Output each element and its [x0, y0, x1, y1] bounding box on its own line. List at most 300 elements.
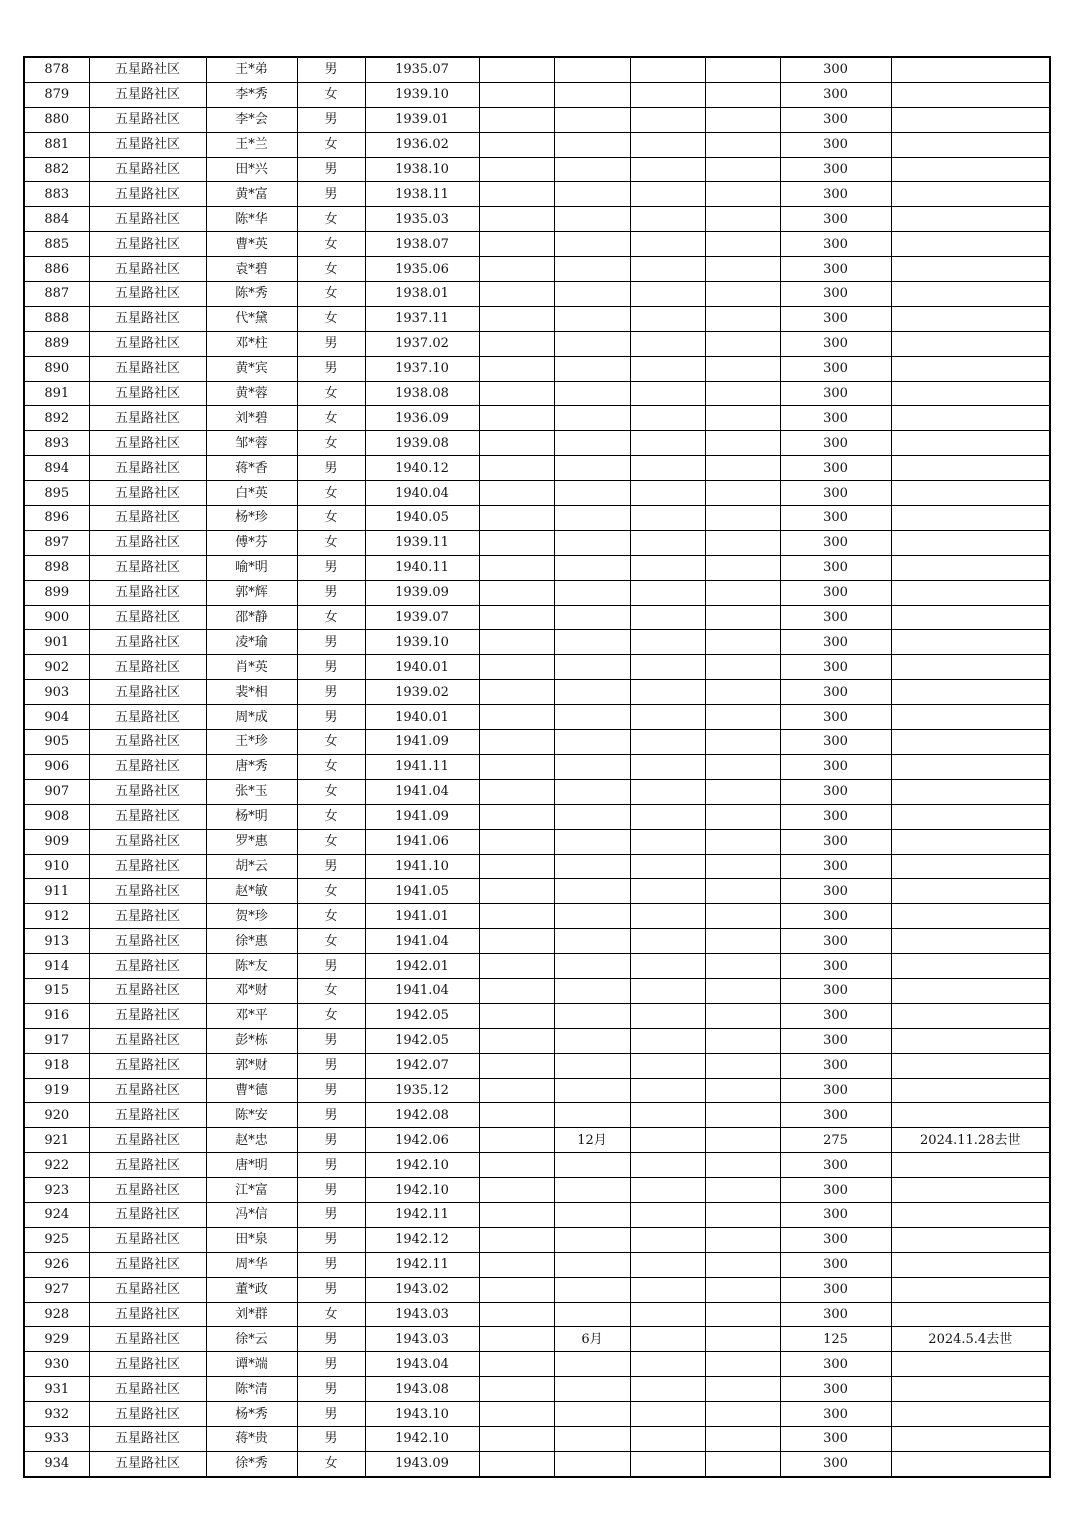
birth-date-cell: 1939.09 — [365, 580, 479, 605]
table-row — [24, 630, 1050, 655]
blank-cell-b — [630, 1003, 705, 1028]
month-cell — [554, 431, 630, 456]
row-number: 887 — [24, 282, 89, 307]
amount-cell: 300 — [780, 331, 891, 356]
amount-cell: 300 — [780, 829, 891, 854]
table-row — [24, 929, 1050, 954]
amount-cell: 300 — [780, 530, 891, 555]
blank-cell-c — [705, 107, 780, 132]
remark-cell — [891, 1252, 1050, 1277]
blank-cell-b — [630, 1178, 705, 1203]
blank-cell-c — [705, 655, 780, 680]
remark-cell — [891, 1078, 1050, 1103]
remark-cell — [891, 605, 1050, 630]
month-cell — [554, 57, 630, 82]
community-cell: 五星路社区 — [89, 655, 206, 680]
birth-date-cell: 1938.07 — [365, 232, 479, 257]
gender-cell: 女 — [297, 481, 365, 506]
community-cell: 五星路社区 — [89, 431, 206, 456]
amount-cell: 300 — [780, 730, 891, 755]
table-row — [24, 431, 1050, 456]
name-cell: 邓*财 — [206, 978, 297, 1003]
row-number: 879 — [24, 82, 89, 107]
month-cell — [554, 1252, 630, 1277]
blank-cell-c — [705, 257, 780, 282]
birth-date-cell: 1941.10 — [365, 854, 479, 879]
blank-cell-c — [705, 132, 780, 157]
row-number: 900 — [24, 605, 89, 630]
blank-cell-c — [705, 705, 780, 730]
birth-date-cell: 1937.11 — [365, 306, 479, 331]
month-cell — [554, 1202, 630, 1227]
amount-cell: 300 — [780, 1153, 891, 1178]
amount-cell: 300 — [780, 1402, 891, 1427]
month-cell — [554, 207, 630, 232]
community-cell: 五星路社区 — [89, 1302, 206, 1327]
blank-cell-b — [630, 1153, 705, 1178]
name-cell: 黄*蓉 — [206, 381, 297, 406]
name-cell: 陈*友 — [206, 954, 297, 979]
blank-cell-a — [479, 680, 554, 705]
remark-cell — [891, 182, 1050, 207]
gender-cell: 男 — [297, 1153, 365, 1178]
community-cell: 五星路社区 — [89, 705, 206, 730]
month-cell — [554, 1153, 630, 1178]
name-cell: 郭*财 — [206, 1053, 297, 1078]
month-cell — [554, 1227, 630, 1252]
blank-cell-b — [630, 1352, 705, 1377]
name-cell: 唐*明 — [206, 1153, 297, 1178]
community-cell: 五星路社区 — [89, 331, 206, 356]
name-cell: 蒋*香 — [206, 456, 297, 481]
table-row — [24, 1028, 1050, 1053]
gender-cell: 女 — [297, 132, 365, 157]
remark-cell — [891, 1028, 1050, 1053]
blank-cell-a — [479, 954, 554, 979]
name-cell: 肖*英 — [206, 655, 297, 680]
row-number: 881 — [24, 132, 89, 157]
row-number: 901 — [24, 630, 89, 655]
month-cell — [554, 1277, 630, 1302]
remark-cell — [891, 82, 1050, 107]
gender-cell: 女 — [297, 506, 365, 531]
community-cell: 五星路社区 — [89, 1352, 206, 1377]
amount-cell: 300 — [780, 605, 891, 630]
row-number: 906 — [24, 754, 89, 779]
blank-cell-c — [705, 1003, 780, 1028]
blank-cell-a — [479, 1302, 554, 1327]
row-number: 911 — [24, 879, 89, 904]
blank-cell-b — [630, 1078, 705, 1103]
row-number: 926 — [24, 1252, 89, 1277]
remark-cell — [891, 730, 1050, 755]
table-row — [24, 555, 1050, 580]
birth-date-cell: 1943.02 — [365, 1277, 479, 1302]
table-row — [24, 1252, 1050, 1277]
blank-cell-a — [479, 232, 554, 257]
month-cell — [554, 1451, 630, 1476]
birth-date-cell: 1942.05 — [365, 1003, 479, 1028]
remark-cell — [891, 481, 1050, 506]
blank-cell-a — [479, 331, 554, 356]
month-cell — [554, 954, 630, 979]
remark-cell — [891, 655, 1050, 680]
blank-cell-b — [630, 1277, 705, 1302]
community-cell: 五星路社区 — [89, 1103, 206, 1128]
community-cell: 五星路社区 — [89, 1202, 206, 1227]
row-number: 907 — [24, 779, 89, 804]
blank-cell-a — [479, 904, 554, 929]
blank-cell-c — [705, 1277, 780, 1302]
table-row — [24, 82, 1050, 107]
amount-cell: 300 — [780, 1451, 891, 1476]
birth-date-cell: 1935.06 — [365, 257, 479, 282]
table-row — [24, 705, 1050, 730]
blank-cell-a — [479, 82, 554, 107]
amount-cell: 300 — [780, 381, 891, 406]
month-cell — [554, 1377, 630, 1402]
name-cell: 喻*明 — [206, 555, 297, 580]
month-cell — [554, 1352, 630, 1377]
month-cell — [554, 705, 630, 730]
amount-cell: 300 — [780, 978, 891, 1003]
month-cell — [554, 904, 630, 929]
community-cell: 五星路社区 — [89, 1426, 206, 1451]
name-cell: 邵*静 — [206, 605, 297, 630]
blank-cell-a — [479, 1227, 554, 1252]
community-cell: 五星路社区 — [89, 630, 206, 655]
community-cell: 五星路社区 — [89, 1178, 206, 1203]
community-cell: 五星路社区 — [89, 904, 206, 929]
blank-cell-a — [479, 57, 554, 82]
row-number: 929 — [24, 1327, 89, 1352]
amount-cell: 300 — [780, 132, 891, 157]
month-cell — [554, 1103, 630, 1128]
blank-cell-a — [479, 705, 554, 730]
remark-cell — [891, 1426, 1050, 1451]
month-cell — [554, 1426, 630, 1451]
blank-cell-b — [630, 82, 705, 107]
gender-cell: 男 — [297, 331, 365, 356]
blank-cell-b — [630, 978, 705, 1003]
amount-cell: 300 — [780, 1277, 891, 1302]
remark-cell — [891, 879, 1050, 904]
blank-cell-b — [630, 381, 705, 406]
remark-cell — [891, 456, 1050, 481]
name-cell: 董*政 — [206, 1277, 297, 1302]
blank-cell-c — [705, 530, 780, 555]
month-cell — [554, 1178, 630, 1203]
row-number: 896 — [24, 506, 89, 531]
table-row — [24, 605, 1050, 630]
community-cell: 五星路社区 — [89, 232, 206, 257]
community-cell: 五星路社区 — [89, 1078, 206, 1103]
birth-date-cell: 1938.01 — [365, 282, 479, 307]
month-cell — [554, 605, 630, 630]
blank-cell-b — [630, 282, 705, 307]
blank-cell-b — [630, 406, 705, 431]
table-row — [24, 779, 1050, 804]
amount-cell: 300 — [780, 1103, 891, 1128]
blank-cell-b — [630, 306, 705, 331]
month-cell — [554, 978, 630, 1003]
birth-date-cell: 1941.09 — [365, 730, 479, 755]
table-row — [24, 1402, 1050, 1427]
gender-cell: 女 — [297, 730, 365, 755]
amount-cell: 300 — [780, 456, 891, 481]
remark-cell — [891, 232, 1050, 257]
month-cell — [554, 1078, 630, 1103]
row-number: 915 — [24, 978, 89, 1003]
blank-cell-b — [630, 904, 705, 929]
remark-cell — [891, 1402, 1050, 1427]
blank-cell-c — [705, 1327, 780, 1352]
blank-cell-a — [479, 306, 554, 331]
blank-cell-a — [479, 1377, 554, 1402]
blank-cell-c — [705, 1402, 780, 1427]
remark-cell — [891, 829, 1050, 854]
row-number: 927 — [24, 1277, 89, 1302]
blank-cell-c — [705, 829, 780, 854]
gender-cell: 男 — [297, 1227, 365, 1252]
blank-cell-b — [630, 730, 705, 755]
blank-cell-b — [630, 331, 705, 356]
name-cell: 谭*端 — [206, 1352, 297, 1377]
blank-cell-a — [479, 655, 554, 680]
gender-cell: 女 — [297, 207, 365, 232]
blank-cell-c — [705, 680, 780, 705]
gender-cell: 男 — [297, 1352, 365, 1377]
community-cell: 五星路社区 — [89, 506, 206, 531]
community-cell: 五星路社区 — [89, 107, 206, 132]
birth-date-cell: 1943.03 — [365, 1327, 479, 1352]
blank-cell-c — [705, 456, 780, 481]
name-cell: 周*成 — [206, 705, 297, 730]
table-row — [24, 854, 1050, 879]
blank-cell-a — [479, 1103, 554, 1128]
community-cell: 五星路社区 — [89, 207, 206, 232]
table-row — [24, 1352, 1050, 1377]
remark-cell — [891, 406, 1050, 431]
blank-cell-a — [479, 1352, 554, 1377]
community-cell: 五星路社区 — [89, 406, 206, 431]
blank-cell-a — [479, 530, 554, 555]
name-cell: 杨*秀 — [206, 1402, 297, 1427]
row-number: 933 — [24, 1426, 89, 1451]
name-cell: 刘*碧 — [206, 406, 297, 431]
blank-cell-c — [705, 306, 780, 331]
remark-cell — [891, 680, 1050, 705]
gender-cell: 男 — [297, 356, 365, 381]
blank-cell-a — [479, 804, 554, 829]
community-cell: 五星路社区 — [89, 580, 206, 605]
name-cell: 杨*珍 — [206, 506, 297, 531]
blank-cell-c — [705, 1103, 780, 1128]
amount-cell: 300 — [780, 655, 891, 680]
community-cell: 五星路社区 — [89, 257, 206, 282]
table-row — [24, 506, 1050, 531]
row-number: 917 — [24, 1028, 89, 1053]
blank-cell-a — [479, 978, 554, 1003]
remark-cell: 2024.5.4去世 — [891, 1327, 1050, 1352]
blank-cell-a — [479, 182, 554, 207]
remark-cell — [891, 57, 1050, 82]
blank-cell-a — [479, 879, 554, 904]
month-cell — [554, 1003, 630, 1028]
blank-cell-b — [630, 705, 705, 730]
gender-cell: 女 — [297, 82, 365, 107]
table-row — [24, 1103, 1050, 1128]
gender-cell: 男 — [297, 1252, 365, 1277]
remark-cell — [891, 306, 1050, 331]
amount-cell: 300 — [780, 1227, 891, 1252]
gender-cell: 女 — [297, 605, 365, 630]
name-cell: 赵*敏 — [206, 879, 297, 904]
birth-date-cell: 1935.03 — [365, 207, 479, 232]
row-number: 894 — [24, 456, 89, 481]
amount-cell: 300 — [780, 182, 891, 207]
community-cell: 五星路社区 — [89, 804, 206, 829]
table-row — [24, 1078, 1050, 1103]
row-number: 919 — [24, 1078, 89, 1103]
gender-cell: 女 — [297, 754, 365, 779]
blank-cell-b — [630, 630, 705, 655]
amount-cell: 300 — [780, 157, 891, 182]
name-cell: 邓*平 — [206, 1003, 297, 1028]
table-row — [24, 182, 1050, 207]
amount-cell: 300 — [780, 506, 891, 531]
blank-cell-c — [705, 381, 780, 406]
amount-cell: 300 — [780, 232, 891, 257]
blank-cell-c — [705, 282, 780, 307]
birth-date-cell: 1941.05 — [365, 879, 479, 904]
remark-cell — [891, 257, 1050, 282]
remark-cell — [891, 555, 1050, 580]
blank-cell-b — [630, 257, 705, 282]
birth-date-cell: 1942.07 — [365, 1053, 479, 1078]
remark-cell — [891, 1352, 1050, 1377]
birth-date-cell: 1940.01 — [365, 655, 479, 680]
remark-cell — [891, 978, 1050, 1003]
blank-cell-a — [479, 1277, 554, 1302]
name-cell: 郭*辉 — [206, 580, 297, 605]
gender-cell: 女 — [297, 978, 365, 1003]
table-row — [24, 804, 1050, 829]
amount-cell: 300 — [780, 257, 891, 282]
blank-cell-b — [630, 754, 705, 779]
birth-date-cell: 1942.10 — [365, 1153, 479, 1178]
amount-cell: 300 — [780, 1252, 891, 1277]
row-number: 921 — [24, 1128, 89, 1153]
blank-cell-a — [479, 406, 554, 431]
month-cell — [554, 157, 630, 182]
remark-cell — [891, 1178, 1050, 1203]
remark-cell — [891, 1003, 1050, 1028]
blank-cell-b — [630, 157, 705, 182]
row-number: 903 — [24, 680, 89, 705]
gender-cell: 女 — [297, 1302, 365, 1327]
amount-cell: 300 — [780, 1053, 891, 1078]
table-row — [24, 207, 1050, 232]
birth-date-cell: 1936.02 — [365, 132, 479, 157]
blank-cell-c — [705, 1426, 780, 1451]
remark-cell — [891, 1103, 1050, 1128]
month-cell — [554, 1028, 630, 1053]
blank-cell-a — [479, 506, 554, 531]
row-number: 899 — [24, 580, 89, 605]
blank-cell-c — [705, 1352, 780, 1377]
month-cell — [554, 182, 630, 207]
table-row — [24, 381, 1050, 406]
blank-cell-b — [630, 555, 705, 580]
blank-cell-b — [630, 1202, 705, 1227]
table-row — [24, 157, 1050, 182]
birth-date-cell: 1940.12 — [365, 456, 479, 481]
row-number: 928 — [24, 1302, 89, 1327]
remark-cell — [891, 1377, 1050, 1402]
birth-date-cell: 1943.03 — [365, 1302, 479, 1327]
blank-cell-a — [479, 555, 554, 580]
amount-cell: 300 — [780, 779, 891, 804]
blank-cell-a — [479, 1451, 554, 1476]
gender-cell: 女 — [297, 232, 365, 257]
name-cell: 彭*栋 — [206, 1028, 297, 1053]
name-cell: 徐*秀 — [206, 1451, 297, 1476]
remark-cell — [891, 1302, 1050, 1327]
table-row — [24, 1003, 1050, 1028]
blank-cell-b — [630, 207, 705, 232]
community-cell: 五星路社区 — [89, 530, 206, 555]
row-number: 888 — [24, 306, 89, 331]
gender-cell: 男 — [297, 107, 365, 132]
remark-cell — [891, 1227, 1050, 1252]
name-cell: 陈*秀 — [206, 282, 297, 307]
month-cell — [554, 754, 630, 779]
remark-cell — [891, 754, 1050, 779]
blank-cell-a — [479, 1053, 554, 1078]
amount-cell: 300 — [780, 705, 891, 730]
gender-cell: 男 — [297, 1402, 365, 1427]
community-cell: 五星路社区 — [89, 282, 206, 307]
month-cell — [554, 456, 630, 481]
blank-cell-b — [630, 879, 705, 904]
remark-cell — [891, 132, 1050, 157]
table-row — [24, 954, 1050, 979]
table-row — [24, 1377, 1050, 1402]
row-number: 920 — [24, 1103, 89, 1128]
blank-cell-c — [705, 879, 780, 904]
birth-date-cell: 1940.04 — [365, 481, 479, 506]
row-number: 904 — [24, 705, 89, 730]
amount-cell: 300 — [780, 929, 891, 954]
roster-body — [24, 57, 1050, 1477]
blank-cell-c — [705, 1078, 780, 1103]
community-cell: 五星路社区 — [89, 1277, 206, 1302]
name-cell: 袁*碧 — [206, 257, 297, 282]
gender-cell: 女 — [297, 431, 365, 456]
month-cell — [554, 1053, 630, 1078]
name-cell: 黄*富 — [206, 182, 297, 207]
community-cell: 五星路社区 — [89, 356, 206, 381]
gender-cell: 男 — [297, 1202, 365, 1227]
row-number: 908 — [24, 804, 89, 829]
gender-cell: 女 — [297, 829, 365, 854]
birth-date-cell: 1938.11 — [365, 182, 479, 207]
blank-cell-a — [479, 356, 554, 381]
community-cell: 五星路社区 — [89, 381, 206, 406]
blank-cell-b — [630, 1327, 705, 1352]
blank-cell-c — [705, 57, 780, 82]
